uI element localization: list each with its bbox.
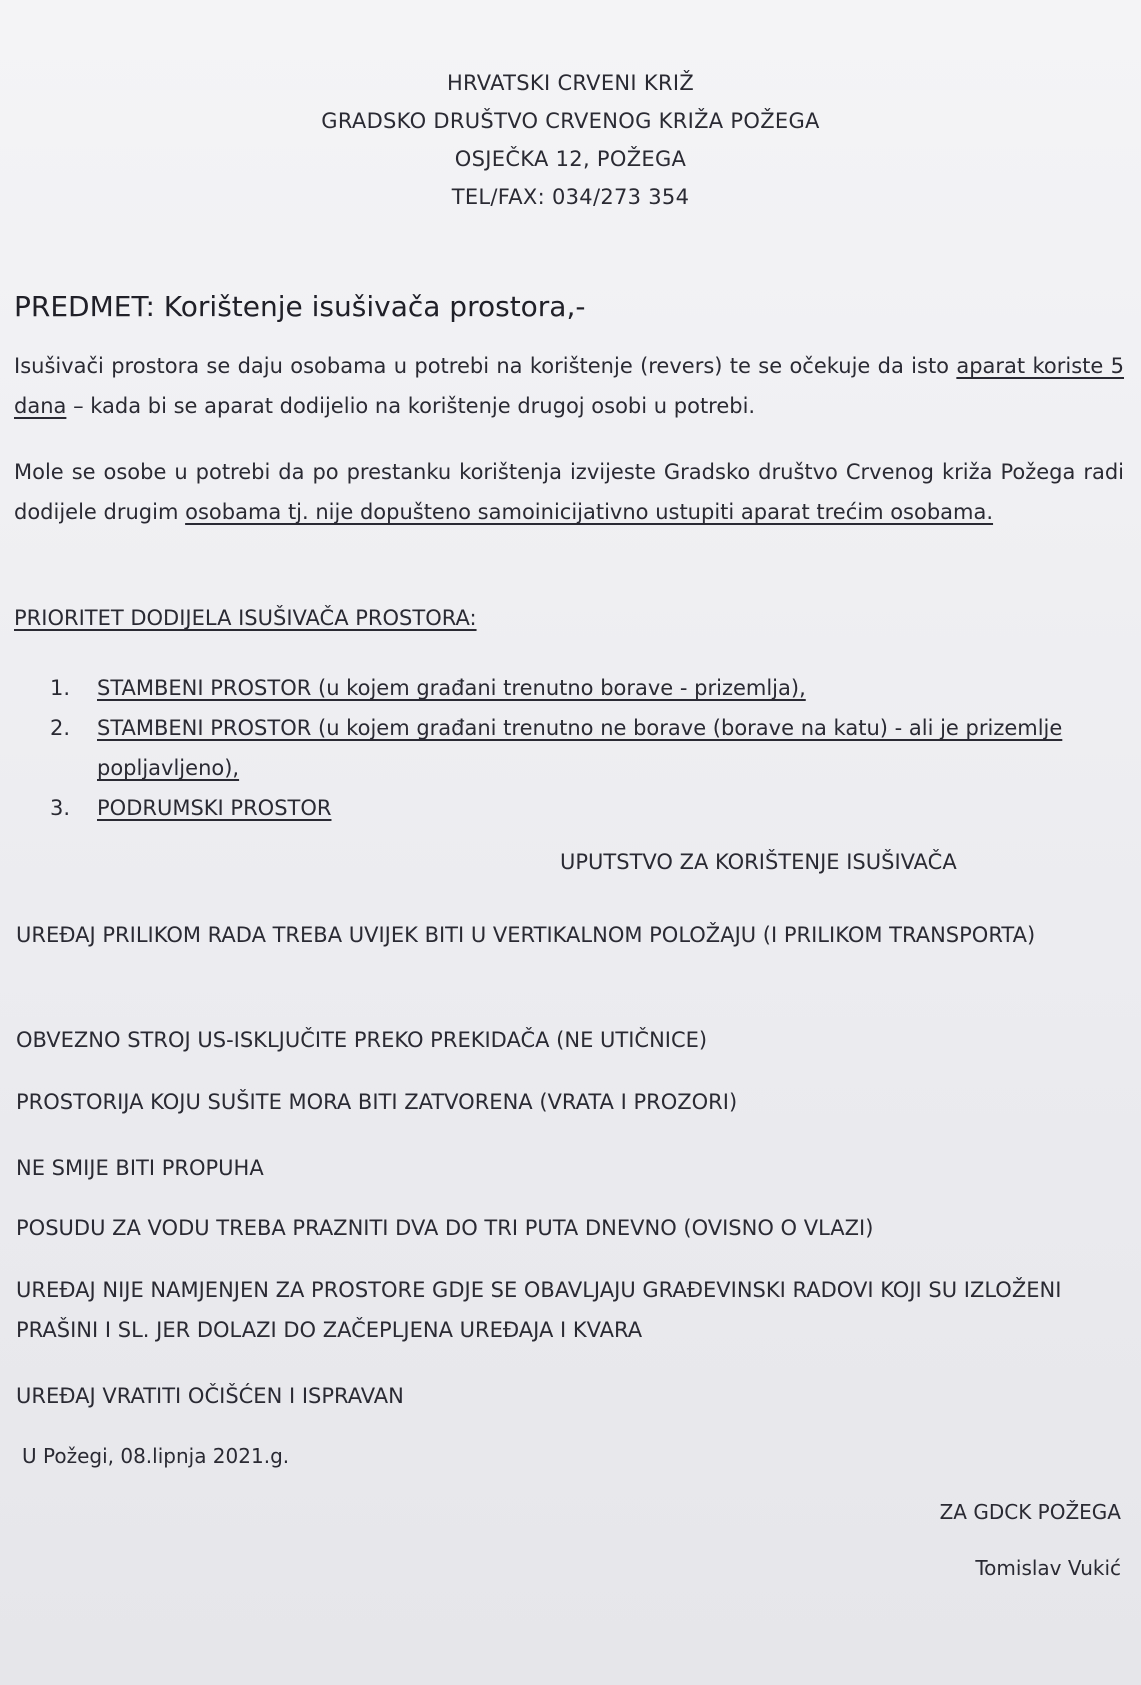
underlined-phrase: aparat koriste 5 dana <box>14 354 1124 418</box>
paragraph-text: Mole se osobe u potrebi da po prestanku korištenja izvijeste Gradsko društvo Crvenog križa Požega radi dodijele drugim <box>14 460 1124 524</box>
priority-item <box>50 708 1125 788</box>
item-number: 3. <box>50 796 71 820</box>
item-number: 1. <box>50 676 71 700</box>
instruction-item: NE SMIJE BITI PROPUHA <box>16 1156 264 1180</box>
instruction-item: PROSTORIJA KOJU SUŠITE MORA BITI ZATVORENA (VRATA I PROZORI) <box>16 1090 738 1114</box>
org-address: OSJEČKA 12, POŽEGA <box>454 147 687 171</box>
instructions-heading: UPUTSTVO ZA KORIŠTENJE ISUŠIVAČA <box>560 850 957 874</box>
underlined-phrase: osobama tj. nije dopušteno samoinicijativno ustupiti aparat trećim osobama. <box>185 500 994 524</box>
org-branch: GRADSKO DRUŠTVO CRVENOG KRIŽA POŽEGA <box>321 109 820 133</box>
place-date: U Požegi, 08.lipnja 2021.g. <box>22 1444 290 1468</box>
instruction-item: UREĐAJ PRILIKOM RADA TREBA UVIJEK BITI U VERTIKALNOM POLOŽAJU (I PRILIKOM TRANSPORTA) <box>16 923 1036 947</box>
paragraph-text: – kada bi se aparat dodijelio na korištenje drugoj osobi u potrebi. <box>66 394 756 418</box>
letterhead <box>0 64 1141 216</box>
org-name: HRVATSKI CRVENI KRIŽ <box>446 71 695 95</box>
priority-heading: PRIORITET DODIJELA ISUŠIVAČA PROSTORA: <box>14 606 477 630</box>
item-text: STAMBENI PROSTOR (u kojem građani trenutno ne borave (borave na katu) - ali je prizemlje popljavljeno), <box>97 716 1063 780</box>
priority-item <box>50 668 1125 708</box>
instruction-item: UREĐAJ VRATITI OČIŠĆEN I ISPRAVAN <box>16 1384 404 1408</box>
paragraph-return-notice <box>14 452 1124 532</box>
signature-org: ZA GDCK POŽEGA <box>939 1500 1121 1524</box>
subject-heading: PREDMET: Korištenje isušivača prostora,- <box>14 290 586 323</box>
paragraph-text: Isušivači prostora se daju osobama u potrebi na korištenje (revers) te se očekuje da isto <box>14 354 957 378</box>
priority-list <box>50 668 1125 828</box>
instruction-item: OBVEZNO STROJ US-ISKLJUČITE PREKO PREKIDAČA (NE UTIČNICE) <box>16 1028 708 1052</box>
item-text: STAMBENI PROSTOR (u kojem građani trenutno borave - prizemlja), <box>97 676 806 700</box>
instruction-item: UREĐAJ NIJE NAMJENJEN ZA PROSTORE GDJE SE OBAVLJAJU GRAĐEVINSKI RADOVI KOJI SU IZLOŽENI PRAŠINI I SL. JER DOLAZI DO ZAČEPLJENA UREĐAJA I KVARA <box>16 1278 1062 1342</box>
org-phone: TEL/FAX: 034/273 354 <box>451 185 690 209</box>
instruction-item: POSUDU ZA VODU TREBA PRAZNITI DVA DO TRI PUTA DNEVNO (OVISNO O VLAZI) <box>16 1216 874 1240</box>
item-text: PODRUMSKI PROSTOR <box>97 796 332 820</box>
paragraph-usage-period <box>14 346 1124 426</box>
item-number: 2. <box>50 716 71 740</box>
priority-item <box>50 788 1125 828</box>
signature-name: Tomislav Vukić <box>975 1556 1121 1580</box>
